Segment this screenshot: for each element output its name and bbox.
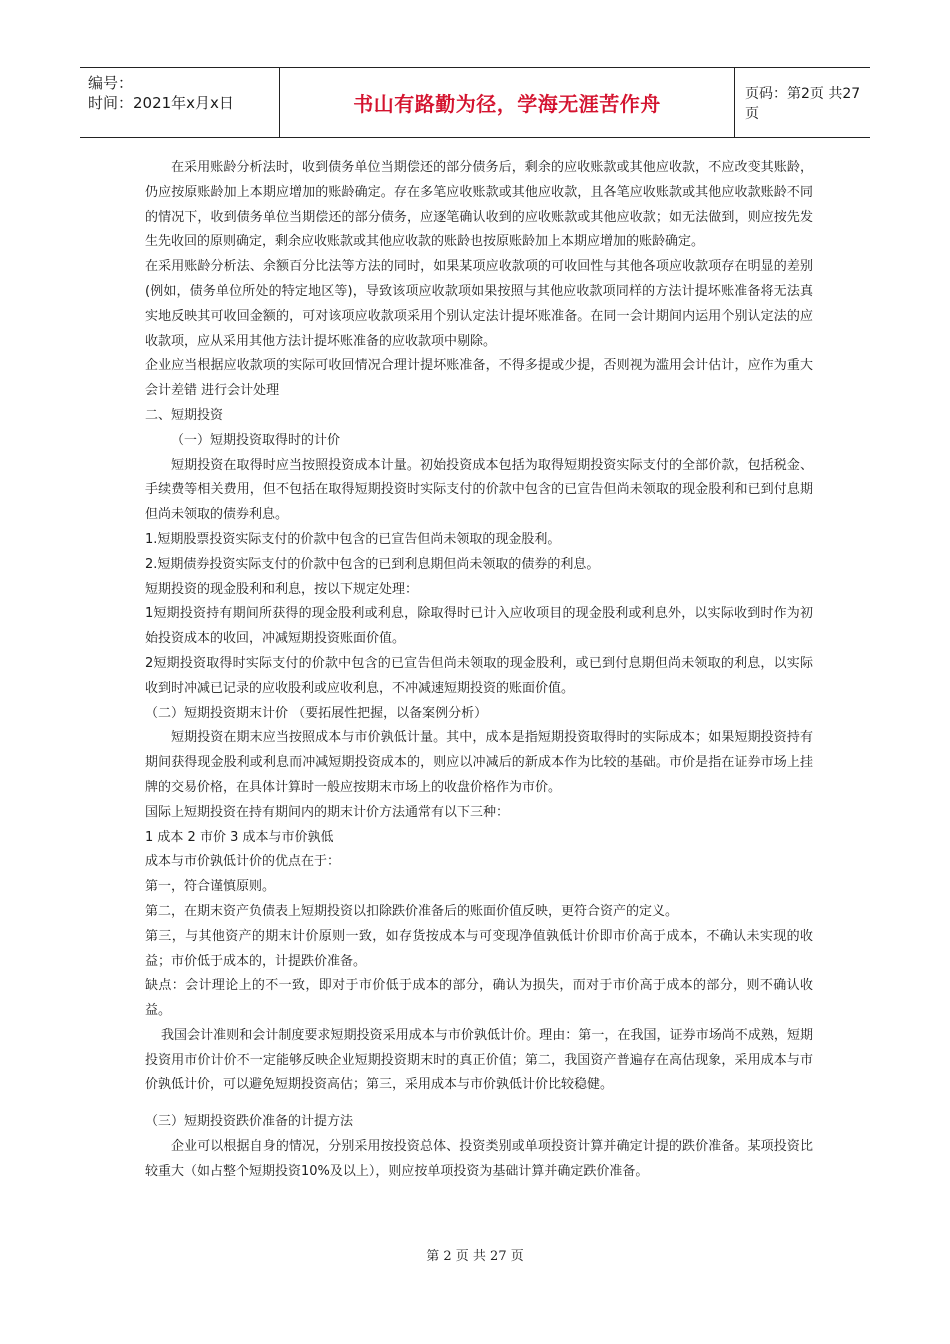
page-header xyxy=(80,67,870,138)
list-item: 2.短期债券投资实际支付的价款中包含的已到利息期但尚未领取的债券的利息。 xyxy=(145,556,600,572)
list-item: 1 成本 2 市价 3 成本与市价孰低 xyxy=(145,829,334,845)
paragraph: 成本与市价孰低计价的优点在于： xyxy=(145,854,341,870)
subsection-heading: （二）短期投资期末计价 （要拓展性把握，以备案例分析） xyxy=(145,705,488,721)
section-heading: 二、短期投资 xyxy=(145,407,224,423)
paragraph: 短期投资的现金股利和利息，按以下规定处理： xyxy=(145,581,419,597)
paragraph: 在采用账龄分析法、余额百分比法等方法的同时，如果某项应收款项的可收回性与其他各项应收款项存在明显的差别(例如，债务单位所处的特定地区等)，导致该项应收款项如果按照与其他应收款项同样的方法计提坏账准备将无法真实地反映其可收回金额的，可对该项应收款项采用个别认定法计提坏账准备。在同一会计期间内运用个别认定法的应收款项，应从采用其他方法计提坏账准备的应收款项中剔除。 xyxy=(145,259,813,349)
list-item: 第一，符合谨慎原则。 xyxy=(145,879,276,895)
paragraph: 短期投资在期末应当按照成本与市价孰低计量。其中，成本是指短期投资取得时的实际成本；如果短期投资持有期间获得现金股利或利息而冲减短期投资成本的，则应以冲减后的新成本作为比较的基础。市价是指在证券市场上挂牌的交易价格，在具体计算时一般应按期末市场上的收盘价格作为市价。 xyxy=(145,730,813,795)
paragraph: 国际上短期投资在持有期间内的期末计价方法通常有以下三种： xyxy=(145,804,510,820)
paragraph: 企业应当根据应收款项的实际可收回情况合理计提坏账准备，不得多提或少提，否则视为滥用会计估计，应作为重大会计差错 进行会计处理 xyxy=(145,358,813,399)
document-date: 时间：2021年x月x日 xyxy=(88,94,234,112)
subsection-heading: （三）短期投资跌价准备的计提方法 xyxy=(145,1114,354,1130)
header-page-number: 页码：第2页 共27页 xyxy=(745,85,861,122)
document-body xyxy=(145,156,813,1185)
page-footer: 第 2 页 共 27 页 xyxy=(426,1249,524,1264)
list-item: 第三，与其他资产的期末计价原则一致，如存货按成本与可变现净值孰低计价即市价高于成本，不确认未实现的收益；市价低于成本的，计提跌价准备。 xyxy=(145,928,813,969)
header-meta xyxy=(80,68,280,137)
paragraph: 短期投资在取得时应当按照投资成本计量。初始投资成本包括为取得短期投资实际支付的全部价款，包括税金、手续费等相关费用，但不包括在取得短期投资时实际支付的价款中包含的已宣告但尚未领取的现金股利和已到付息期但尚未领取的债券利息。 xyxy=(145,457,813,523)
list-item: 第二，在期末资产负债表上短期投资以扣除跌价准备后的账面价值反映，更符合资产的定义。 xyxy=(145,903,679,919)
header-motto: 书山有路勤为径，学海无涯苦作舟 xyxy=(280,68,735,137)
list-item: 1.短期股票投资实际支付的价款中包含的已宣告但尚未领取的现金股利。 xyxy=(145,531,561,547)
paragraph: 企业可以根据自身的情况，分别采用按投资总体、投资类别或单项投资计算并确定计提的跌价准备。某项投资比较重大（如占整个短期投资10%及以上），则应按单项投资为基础计算并确定跌价准备。 xyxy=(145,1139,813,1179)
list-item: 1短期投资持有期间所获得的现金股利或利息，除取得时已计入应收项目的现金股利或利息外，以实际收到时作为初始投资成本的收回，冲减短期投资账面价值。 xyxy=(145,606,813,647)
subsection-heading: （一）短期投资取得时的计价 xyxy=(171,432,341,448)
paragraph: 在采用账龄分析法时，收到债务单位当期偿还的部分债务后，剩余的应收账款或其他应收款，不应改变其账龄，仍应按原账龄加上本期应增加的账龄确定。存在多笔应收账款或其他应收款，且各笔应收账款或其他应收款账龄不同的情况下，收到债务单位当期偿还的部分债务，应逐笔确认收到的应收账款或其他应收款；如无法做到，则应按先发生先收回的原则确定，剩余应收账款或其他应收款的账龄也按原账龄加上本期应增加的账龄确定。 xyxy=(145,160,813,250)
paragraph: 我国会计准则和会计制度要求短期投资采用成本与市价孰低计价。理由：第一，在我国，证券市场尚不成熟，短期投资用市价计价不一定能够反映企业短期投资期末时的真正价值；第二，我国资产普遍存在高估现象，采用成本与市价孰低计价，可以避免短期投资高估；第三，采用成本与市价孰低计价比较稳健。 xyxy=(145,1027,813,1093)
paragraph: 缺点：会计理论上的不一致，即对于市价低于成本的部分，确认为损失，而对于市价高于成本的部分，则不确认收益。 xyxy=(145,978,813,1019)
document-code: 编号： xyxy=(88,74,134,92)
list-item: 2短期投资取得时实际支付的价款中包含的已宣告但尚未领取的现金股利，或已到付息期但尚未领取的利息，以实际收到时冲减已记录的应收股利或应收利息，不冲减速短期投资的账面价值。 xyxy=(145,655,813,696)
